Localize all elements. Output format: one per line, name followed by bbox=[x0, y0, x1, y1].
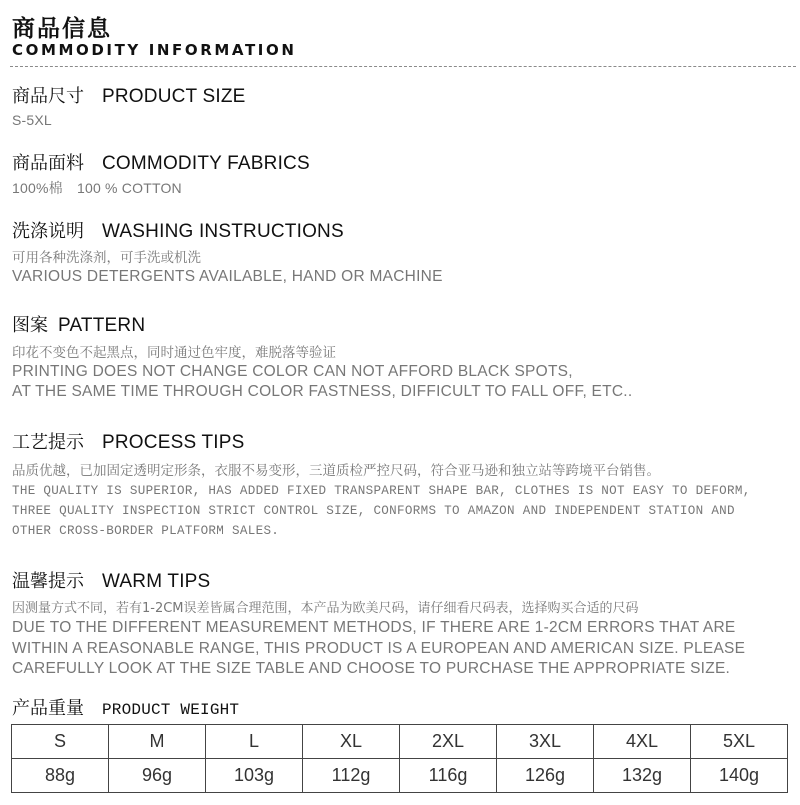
washing-heading-cn: 洗涤说明 bbox=[12, 221, 84, 242]
size-cell: 2XL bbox=[400, 725, 497, 759]
process-text-en-2: THREE QUALITY INSPECTION STRICT CONTROL SIZE, CONFORMS TO AMAZON AND INDEPENDENT STATION AND bbox=[12, 504, 735, 518]
process-heading bbox=[12, 428, 244, 454]
size-value: S-5XL bbox=[12, 112, 52, 128]
pattern-text-cn: 印花不变色不起黑点，同时通过色牢度，难脱落等验证 bbox=[12, 345, 336, 361]
process-text-en-1: THE QUALITY IS SUPERIOR, HAS ADDED FIXED TRANSPARENT SHAPE BAR, CLOTHES IS NOT EASY TO DEFORM, bbox=[12, 484, 751, 498]
process-heading-cn: 工艺提示 bbox=[12, 432, 84, 453]
weight-cell: 88g bbox=[12, 759, 109, 793]
weight-table bbox=[11, 724, 788, 793]
pattern-heading-en: PATTERN bbox=[58, 315, 146, 336]
weight-cell: 116g bbox=[400, 759, 497, 793]
weight-table-size-row bbox=[12, 725, 788, 759]
pattern-heading-cn: 图案 bbox=[12, 315, 48, 336]
warm-heading-en: WARM TIPS bbox=[102, 571, 211, 592]
weight-heading-cn: 产品重量 bbox=[12, 698, 84, 719]
fabrics-heading-cn: 商品面料 bbox=[12, 153, 84, 174]
weight-table-weight-row bbox=[12, 759, 788, 793]
size-cell: S bbox=[12, 725, 109, 759]
weight-cell: 103g bbox=[206, 759, 303, 793]
page-title-cn: 商品信息 bbox=[12, 16, 112, 42]
pattern-heading bbox=[12, 311, 145, 337]
washing-text-en: VARIOUS DETERGENTS AVAILABLE, HAND OR MACHINE bbox=[12, 268, 443, 285]
size-cell: 5XL bbox=[691, 725, 788, 759]
weight-cell: 140g bbox=[691, 759, 788, 793]
warm-heading-cn: 温馨提示 bbox=[12, 571, 84, 592]
page-title-en: COMMODITY INFORMATION bbox=[12, 41, 297, 59]
process-text-cn: 品质优越，已加固定透明定形条，衣服不易变形，三道质检严控尺码，符合亚马逊和独立站等跨境平台销售。 bbox=[12, 463, 660, 479]
size-heading-en: PRODUCT SIZE bbox=[102, 86, 246, 107]
size-heading-cn: 商品尺寸 bbox=[12, 86, 84, 107]
size-cell: 3XL bbox=[497, 725, 594, 759]
warm-text-en-2: WITHIN A REASONABLE RANGE, THIS PRODUCT IS A EUROPEAN AND AMERICAN SIZE. PLEASE bbox=[12, 640, 746, 657]
size-cell: 4XL bbox=[594, 725, 691, 759]
process-heading-en: PROCESS TIPS bbox=[102, 432, 245, 453]
fabrics-value: 100%棉 100 % COTTON bbox=[12, 180, 182, 196]
header-divider bbox=[10, 66, 796, 67]
fabrics-heading bbox=[12, 149, 310, 175]
warm-text-en-3: CAREFULLY LOOK AT THE SIZE TABLE AND CHOOSE TO PURCHASE THE APPROPRIATE SIZE. bbox=[12, 660, 731, 677]
size-cell: XL bbox=[303, 725, 400, 759]
size-heading bbox=[12, 82, 246, 108]
weight-heading bbox=[12, 694, 239, 720]
size-cell: L bbox=[206, 725, 303, 759]
washing-text-cn: 可用各种洗涤剂，可手洗或机洗 bbox=[12, 250, 201, 266]
warm-text-en-1: DUE TO THE DIFFERENT MEASUREMENT METHODS, IF THERE ARE 1-2CM ERRORS THAT ARE bbox=[12, 619, 736, 636]
warm-heading bbox=[12, 567, 210, 593]
weight-cell: 96g bbox=[109, 759, 206, 793]
pattern-text-en-2: AT THE SAME TIME THROUGH COLOR FASTNESS, DIFFICULT TO FALL OFF, ETC.. bbox=[12, 383, 633, 400]
pattern-text-en-1: PRINTING DOES NOT CHANGE COLOR CAN NOT AFFORD BLACK SPOTS, bbox=[12, 363, 573, 380]
washing-heading bbox=[12, 217, 344, 243]
weight-cell: 126g bbox=[497, 759, 594, 793]
weight-heading-en: PRODUCT WEIGHT bbox=[102, 701, 240, 719]
washing-heading-en: WASHING INSTRUCTIONS bbox=[102, 221, 344, 242]
size-cell: M bbox=[109, 725, 206, 759]
weight-cell: 112g bbox=[303, 759, 400, 793]
fabrics-heading-en: COMMODITY FABRICS bbox=[102, 153, 310, 174]
process-text-en-3: OTHER CROSS-BORDER PLATFORM SALES. bbox=[12, 524, 280, 538]
warm-text-cn: 因测量方式不同，若有1-2CM误差皆属合理范围，本产品为欧美尺码，请仔细看尺码表，选择购买合适的尺码 bbox=[12, 601, 639, 616]
weight-cell: 132g bbox=[594, 759, 691, 793]
